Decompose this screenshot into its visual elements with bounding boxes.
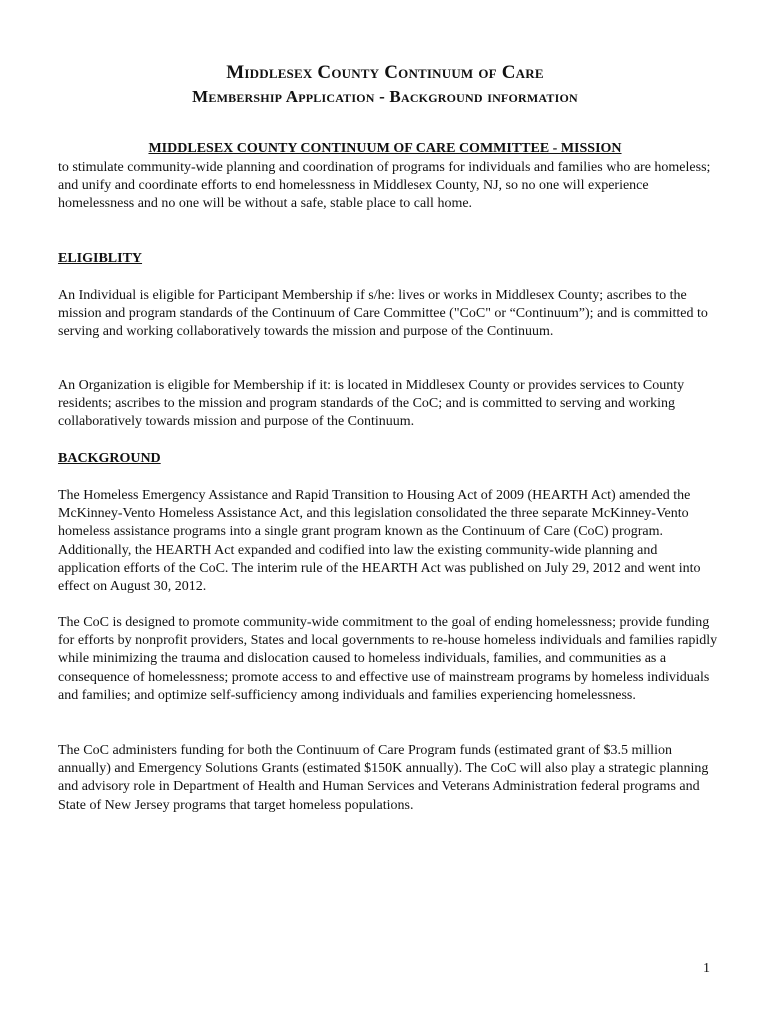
background-funding-paragraph: The CoC administers funding for both the Continuum of Care Program funds (estimated grant of $3.5 million annually) and Emergency Solutions Grants (estimated $150K annually). The CoC will also play a strategic planning and advisory role in Department of Health and Human Services and Veterans Administration federal programs and State of New Jersey programs that target homeless populations.	[58, 743, 709, 813]
document-title: Middlesex County Continuum of Care	[226, 62, 544, 83]
mission-heading: MIDDLESEX COUNTY CONTINUUM OF CARE COMMITTEE - MISSION	[148, 141, 622, 156]
mission-text: to stimulate community-wide planning and coordination of programs for individuals and families who are homeless; and unify and coordinate efforts to end homelessness in Middlesex County, NJ, so no one will experience homelessness and no one will be without a safe, stable place to call home.	[58, 160, 711, 212]
background-coc-design-paragraph: The CoC is designed to promote community-wide commitment to the goal of ending homelessness; provide funding for efforts by nonprofit providers, States and local governments to re-house homeless individuals and families rapidly while minimizing the trauma and dislocation caused to homeless individuals, families, and communities as a consequence of homelessness; promote access to and effective use of mainstream programs by homeless individuals and families; and optimize self-sufficiency among individuals and families experiencing homelessness.	[58, 615, 718, 703]
background-heading: BACKGROUND	[58, 451, 161, 466]
eligibility-individual-paragraph: An Individual is eligible for Participant Membership if s/he: lives or works in Middlesex County; ascribes to the mission and program standards of the Continuum of Care Committee ("CoC" or “Continuum”); and is committed to serving and working collaboratively towards the mission and purpose of the Continuum.	[58, 288, 708, 340]
page-number: 1	[703, 961, 710, 976]
background-hearth-act-paragraph: The Homeless Emergency Assistance and Rapid Transition to Housing Act of 2009 (HEARTH Act) amended the McKinney-Vento Homeless Assistance Act, and this legislation consolidated the three separate McKinney-Vento homeless assistance programs into a single grant program known as the Continuum of Care (CoC) program. Additionally, the HEARTH Act expanded and codified into law the existing community-wide planning and application efforts of the CoC. The interim rule of the HEARTH Act was published on July 29, 2012 and went into effect on August 30, 2012.	[58, 488, 701, 595]
eligibility-heading: ELIGIBLITY	[58, 251, 143, 266]
eligibility-organization-paragraph: An Organization is eligible for Membership if it: is located in Middlesex County or provides services to County residents; ascribes to the mission and program standards of the CoC; and is committed to serving and working collaboratively towards mission and purpose of the Continuum.	[58, 378, 685, 430]
document-subtitle: Membership Application - Background information	[192, 87, 578, 106]
